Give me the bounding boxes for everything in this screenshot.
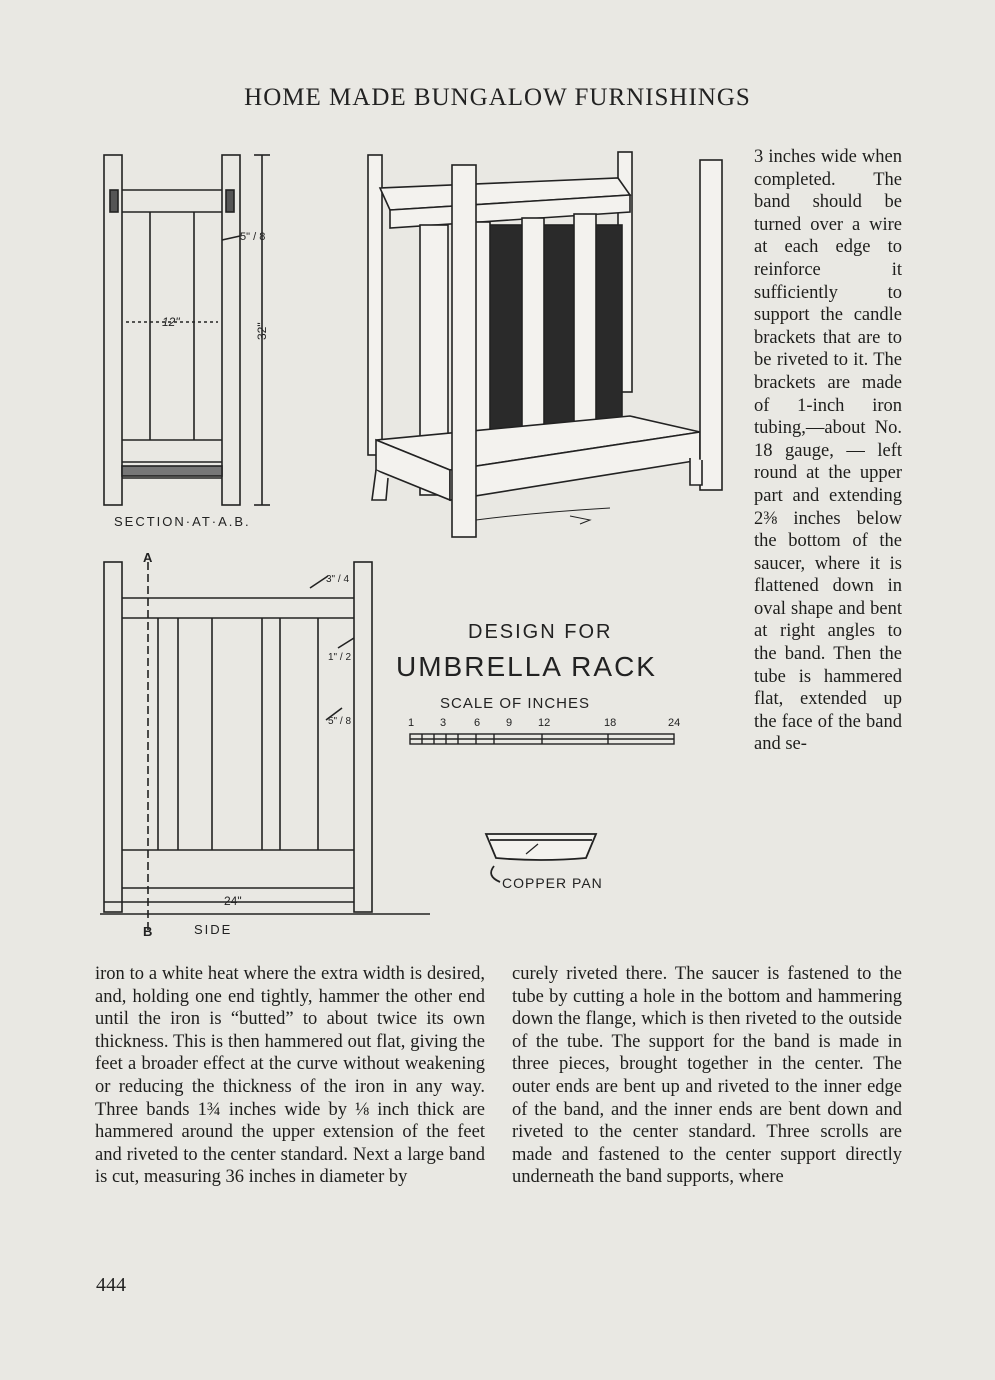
left-text-column [95, 963, 485, 1189]
scale-label: SCALE OF INCHES [440, 695, 591, 712]
scale-tick: 9 [506, 717, 513, 729]
dim-twenty-four: 24" [224, 894, 242, 908]
side-drawing [100, 562, 430, 930]
section-drawing [104, 155, 270, 505]
design-title-line2: UMBRELLA RACK [396, 651, 657, 682]
perspective-drawing [368, 152, 722, 537]
dim-one-half: 1" / 2 [328, 652, 352, 663]
section-label: SECTION·AT·A.B. [114, 514, 251, 529]
copper-pan-label: COPPER PAN [502, 875, 603, 891]
scale-tick: 6 [474, 717, 481, 729]
side-text-column [754, 146, 902, 756]
dim-five-eighths-side: 5" / 8 [328, 716, 352, 727]
side-column-text: 3 inches wide when completed. The band should be turned over a wire at each edge to reinforce it sufficiently to support the candle brackets that are to be riveted to it. The brackets are made of 1-inch iron tubing,—about No. 18 gauge, — left round at the upper part and extending 2⅜ inches below the bottom of the saucer, where it is flattened down in oval shape and bent at right angles to the band. Then the tube is hammered flat, extended up the face of the band and se- [754, 147, 902, 755]
umbrella-rack-illustration [90, 140, 750, 970]
left-column-text: iron to a white heat where the extra width is desired, and, holding one end tightly, hammer the other end until the iron is “butted” to about twice its own thickness. This is then hammered out flat, giving the feet a broader effect at the curve without weakening or reducing the thickness of the iron in any way. Three bands 1¾ inches wide by ⅛ inch thick are hammered around the upper extension of the feet and riveted to the center standard. Next a large band is cut, measuring 36 inches in diameter by [95, 964, 485, 1188]
right-text-column [512, 963, 902, 1189]
scale-tick: 12 [538, 717, 551, 729]
page-number: 444 [96, 1274, 126, 1296]
marker-a: A [143, 550, 153, 565]
right-column-text: curely riveted there. The saucer is fastened to the tube by cutting a hole in the bottom and hammering down the flange, which is then riveted to the outside of the tube. The support for the band is made in three pieces, brought together in the center. The outer ends are bent up and riveted to the inner edge of the band, and the inner ends are bent down and riveted to the center standard. Three scrolls are made and fastened to the center support directly underneath the band supports, where [512, 964, 902, 1188]
dim-three-quarters: 3" / 4 [326, 574, 350, 585]
scale-tick: 24 [668, 717, 681, 729]
design-title-line1: DESIGN FOR [468, 621, 613, 643]
running-header: HOME MADE BUNGALOW FURNISHINGS [244, 84, 751, 111]
scale-tick: 18 [604, 717, 617, 729]
dim-twelve: 12" [162, 315, 180, 329]
scale-tick: 3 [440, 717, 447, 729]
scale-tick-labels [408, 717, 680, 729]
dim-five-eighths: 5" / 8 [240, 231, 266, 243]
scale-bar [410, 734, 674, 744]
dim-thirty-two: 32" [255, 322, 269, 340]
marker-b: B [143, 924, 153, 939]
side-label: SIDE [194, 922, 233, 937]
scale-tick: 1 [408, 717, 415, 729]
